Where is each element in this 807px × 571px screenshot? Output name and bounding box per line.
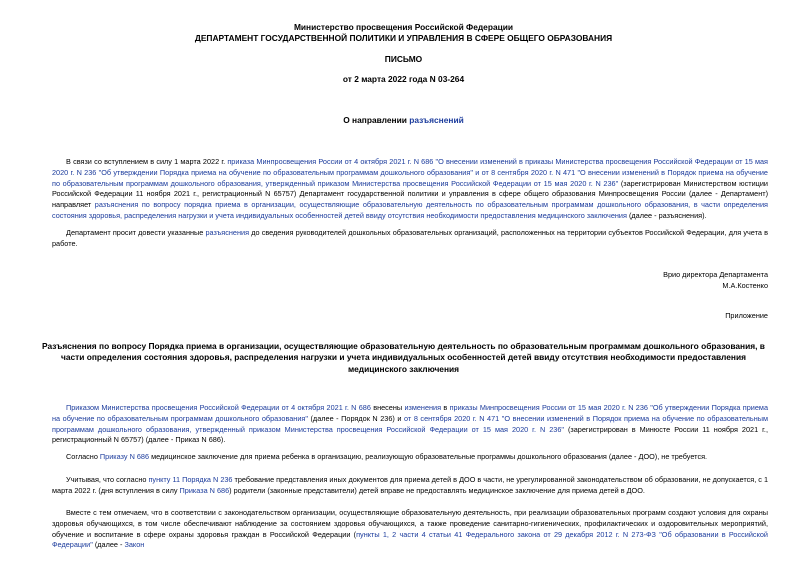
clarifications-link-2[interactable]: разъяснения bbox=[205, 228, 250, 237]
para2-text-1: Департамент просит довести указанные bbox=[66, 228, 206, 237]
para4-text-2: медицинское заключение для приема ребенка в организацию, реализующую образовательные программы дошкольного образования (далее - ДОО), не требуется. bbox=[149, 452, 708, 461]
order-471-link[interactable]: от 8 сентября 2020 г. N 471 "О внесении изменений в Порядок приема на обучение по образовательным программам дошкольного образования, утвержденный приказом Министерства просвещения Российской Федерации от 15 мая 2020 г. N 236" bbox=[52, 413, 768, 434]
para1-text-2: (зарегистрирован Министерством юстиции Российской Федерации 11 ноября 2021 г., регистрационный N 65757) Департамент государственной политики и управления в сфере общего образования Минпросвещения России (далее - Департамент) направляет bbox=[52, 178, 768, 210]
subject-link[interactable]: разъяснений bbox=[409, 115, 464, 125]
order-686-ref-link[interactable]: Приказом Министерства просвещения Российской Федерации от 4 октября 2021 г. N 686 bbox=[66, 403, 371, 412]
para5-text-3: ) родители (законные представители) детей вправе не предоставлять медицинское заключение для приема детей в ДОО. bbox=[229, 485, 645, 495]
para5-text-1: Учитывая, что согласно bbox=[66, 475, 149, 484]
para4-text-1: Согласно bbox=[66, 452, 100, 461]
para6-text-1: Вместе с тем отмечаем, что в соответствии с законодательством организации, осуществляющие образовательную деятельность, при реализации образовательных программ создают условия для охраны здоровья обучающихся, в том числе обеспечивают наблюдение за состоянием здоровья обучающихся, а также проведение санитарно-гигиенических, профилактических и оздоровительных мероприятий, обучение и воспитание в сфере охраны здоровья граждан в Российской Федерации ( bbox=[52, 508, 768, 539]
order-686-link[interactable]: приказа Минпросвещения России от 4 октября 2021 г. N 686 "О внесении изменений в приказы Министерства просвещения Российской Федерации от 15 мая 2020 г. N 236 "Об утверждении Порядка приема на обучение по образовательным программам дошкольного образования" и от 8 сентября 2020 г. N 471 "О внесении изменений в Порядок приема на обучение по образовательным программам дошкольного образования, утвержденный приказом Министерства просвещения Российской Федерации от 15 мая 2020 г. N 236" bbox=[52, 157, 768, 188]
document-type: ПИСЬМО bbox=[384, 53, 423, 64]
document-date-number: от 2 марта 2022 года N 03-264 bbox=[342, 74, 465, 85]
clarifications-link[interactable]: разъяснения по вопросу порядка приема в организации, осуществляющие образовательную деятельность по образовательным программам дошкольного образования, в части определения состояния здоровья, распределения нагрузки и учета индивидуальных особенностей детей ввиду отсутствия необходимости предоставления медицинского заключения bbox=[52, 200, 768, 220]
signature-position: Врио директора Департамента bbox=[663, 270, 768, 279]
paragraph-point-11 bbox=[52, 475, 768, 497]
paragraph-health-protection bbox=[52, 508, 768, 551]
para3-text-1: внесены bbox=[370, 403, 405, 412]
signature-name: М.А.Костенко bbox=[722, 280, 768, 290]
para6-text-2: (далее - bbox=[92, 540, 125, 550]
law-link[interactable]: Закон bbox=[124, 540, 145, 550]
ministry-name: Министерство просвещения Российской Федерации bbox=[293, 22, 514, 32]
para1-text-3: (далее - разъяснения). bbox=[626, 210, 707, 220]
paragraph-intro bbox=[52, 157, 768, 222]
appendix-title: Разъяснения по вопросу Порядка приема в организации, осуществляющие образовательную деятельность по образовательным программам дошкольного образования, в части определения состояния здоровья, распределения нагрузки и учета индивидуальных особенностей детей ввиду отсутствия необходимости предоставления медицинского заключения bbox=[42, 341, 765, 374]
para2-text-2: до сведения руководителей дошкольных образовательных организаций, расположенных на территории субъектов Российской Федерации, для учета в работе. bbox=[52, 228, 768, 248]
point-11-link[interactable]: пункту 11 Порядка N 236 bbox=[148, 475, 233, 484]
document-subject bbox=[0, 115, 807, 126]
order-236-link[interactable]: приказы Минпросвещения России от 15 мая 2020 г. N 236 "Об утверждении Порядка приема на обучение по образовательным программам дошкольного образования" bbox=[52, 403, 769, 423]
order-686-short-link[interactable]: Приказу N 686 bbox=[99, 452, 150, 461]
para1-text-1: В связи со вступлением в силу 1 марта 2022 г. bbox=[66, 157, 228, 166]
appendix-label: Приложение bbox=[725, 311, 768, 320]
subject-prefix: О направлении bbox=[343, 115, 410, 125]
para3-text-3: (далее - Порядок N 236) и bbox=[307, 413, 405, 423]
order-686-short-link-2[interactable]: Приказа N 686 bbox=[179, 485, 230, 495]
department-name: ДЕПАРТАМЕНТ ГОСУДАРСТВЕННОЙ ПОЛИТИКИ И УПРАВЛЕНИЯ В СФЕРЕ ОБЩЕГО ОБРАЗОВАНИЯ bbox=[194, 32, 613, 43]
para5-text-2: требование представления иных документов для приема детей в ДОО в части, не урегулированной законодательством об образовании, не допускается, с 1 марта 2022 г. (дня вступления в силу bbox=[52, 475, 769, 495]
paragraph-request bbox=[52, 228, 768, 250]
paragraph-no-certificate bbox=[52, 452, 768, 463]
signature-block bbox=[500, 270, 768, 292]
para3-text-4: (зарегистрирован в Минюсте России 11 ноября 2021 г., регистрационный N 65757) (далее - Приказ N 686). bbox=[52, 424, 768, 445]
document-header bbox=[0, 22, 807, 85]
para3-text-2: в bbox=[441, 403, 450, 412]
paragraph-order-686 bbox=[52, 403, 768, 446]
law-273-link[interactable]: пункты 1, 2 части 4 статьи 41 Федерального закона от 29 декабря 2012 г. N 273-ФЗ "Об образовании в Российской Федерации" bbox=[52, 529, 768, 550]
changes-link[interactable]: изменения bbox=[404, 403, 442, 412]
